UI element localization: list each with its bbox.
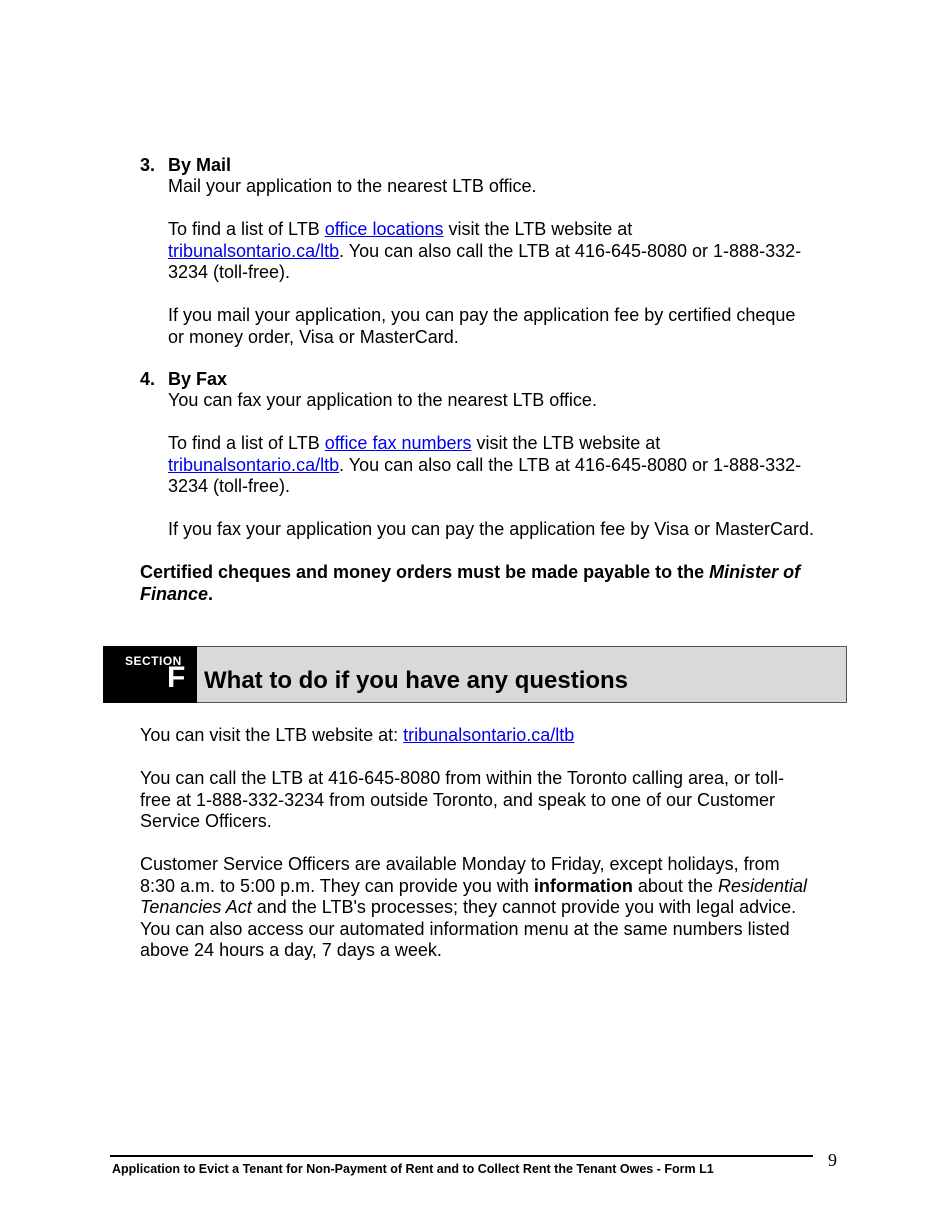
office-fax-numbers-link[interactable]: office fax numbers xyxy=(324,433,472,453)
visit-website-line xyxy=(140,725,574,747)
text: and the LTB's processes; they cannot provide you with legal advice. xyxy=(251,897,797,917)
text: You can also access our automated information menu at the same numbers listed xyxy=(140,918,790,939)
text: free at 1-888-332-3234 from outside Toronto, and speak to one of our Customer xyxy=(140,789,776,810)
section-title: What to do if you have any questions xyxy=(204,667,629,694)
by-fax-para3: If you fax your application you can pay the application fee by Visa or MasterCard. xyxy=(168,519,815,539)
section-word: SECTION xyxy=(125,654,182,668)
text: visit the LTB website at xyxy=(443,219,633,239)
by-fax-heading: By Fax xyxy=(168,369,228,389)
item-number-4: 4. xyxy=(140,369,156,389)
text: Residential xyxy=(717,875,808,896)
text: 8:30 a.m. to 5:00 p.m. They can provide you with xyxy=(140,875,534,896)
section-letter: F xyxy=(167,661,186,694)
text: above 24 hours a day, 7 days a week. xyxy=(140,940,442,960)
text: Tenancies Act xyxy=(140,897,252,917)
by-fax-line1: You can fax your application to the nearest LTB office. xyxy=(168,390,597,410)
text: Customer Service Officers are available Monday to Friday, except holidays, from xyxy=(140,854,780,874)
section-tag xyxy=(103,646,197,703)
text: information xyxy=(533,875,633,896)
ltb-website-link[interactable]: tribunalsontario.ca/ltb xyxy=(168,240,340,261)
office-locations-link[interactable]: office locations xyxy=(324,219,444,239)
text: . You can also call the LTB at 416-645-8080 or 1-888-332- xyxy=(339,454,802,475)
text: visit the LTB website at xyxy=(471,433,661,453)
text: To find a list of LTB xyxy=(168,219,325,239)
ltb-website-link[interactable]: tribunalsontario.ca/ltb xyxy=(168,454,340,475)
call-ltb-para xyxy=(140,768,850,833)
by-mail-para3 xyxy=(168,305,848,348)
text: Service Officers. xyxy=(140,811,272,831)
text: Certified cheques and money orders must be made payable to the xyxy=(140,562,710,582)
text: 3234 (toll-free). xyxy=(168,476,291,496)
footer-form-title: Application to Evict a Tenant for Non-Payment of Rent and to Collect Rent the Tenant Owes - Form L1 xyxy=(112,1162,714,1176)
text: 3234 (toll-free). xyxy=(168,262,291,282)
text: about the xyxy=(632,875,718,896)
page-number: 9 xyxy=(828,1150,837,1170)
text: You can visit the LTB website at: xyxy=(140,725,404,745)
by-fax-para2 xyxy=(168,433,848,498)
text: or money order, Visa or MasterCard. xyxy=(168,326,459,347)
by-mail-para2 xyxy=(168,219,848,284)
ltb-website-link[interactable]: tribunalsontario.ca/ltb xyxy=(403,725,575,745)
item-number-3: 3. xyxy=(140,155,156,175)
customer-service-para xyxy=(140,854,850,962)
certified-cheques-note xyxy=(140,562,850,605)
text: If you mail your application, you can pay the application fee by certified cheque xyxy=(168,305,796,325)
text: To find a list of LTB xyxy=(168,433,325,453)
text: You can call the LTB at 416-645-8080 from within the Toronto calling area, or toll- xyxy=(140,768,785,788)
text: Finance xyxy=(140,583,209,604)
by-mail-line1: Mail your application to the nearest LTB office. xyxy=(168,176,537,196)
footer-rule xyxy=(110,1155,813,1157)
text: . You can also call the LTB at 416-645-8080 or 1-888-332- xyxy=(339,240,802,261)
text: . xyxy=(208,583,214,604)
by-mail-heading: By Mail xyxy=(168,155,232,175)
text: Minister of xyxy=(709,562,801,582)
